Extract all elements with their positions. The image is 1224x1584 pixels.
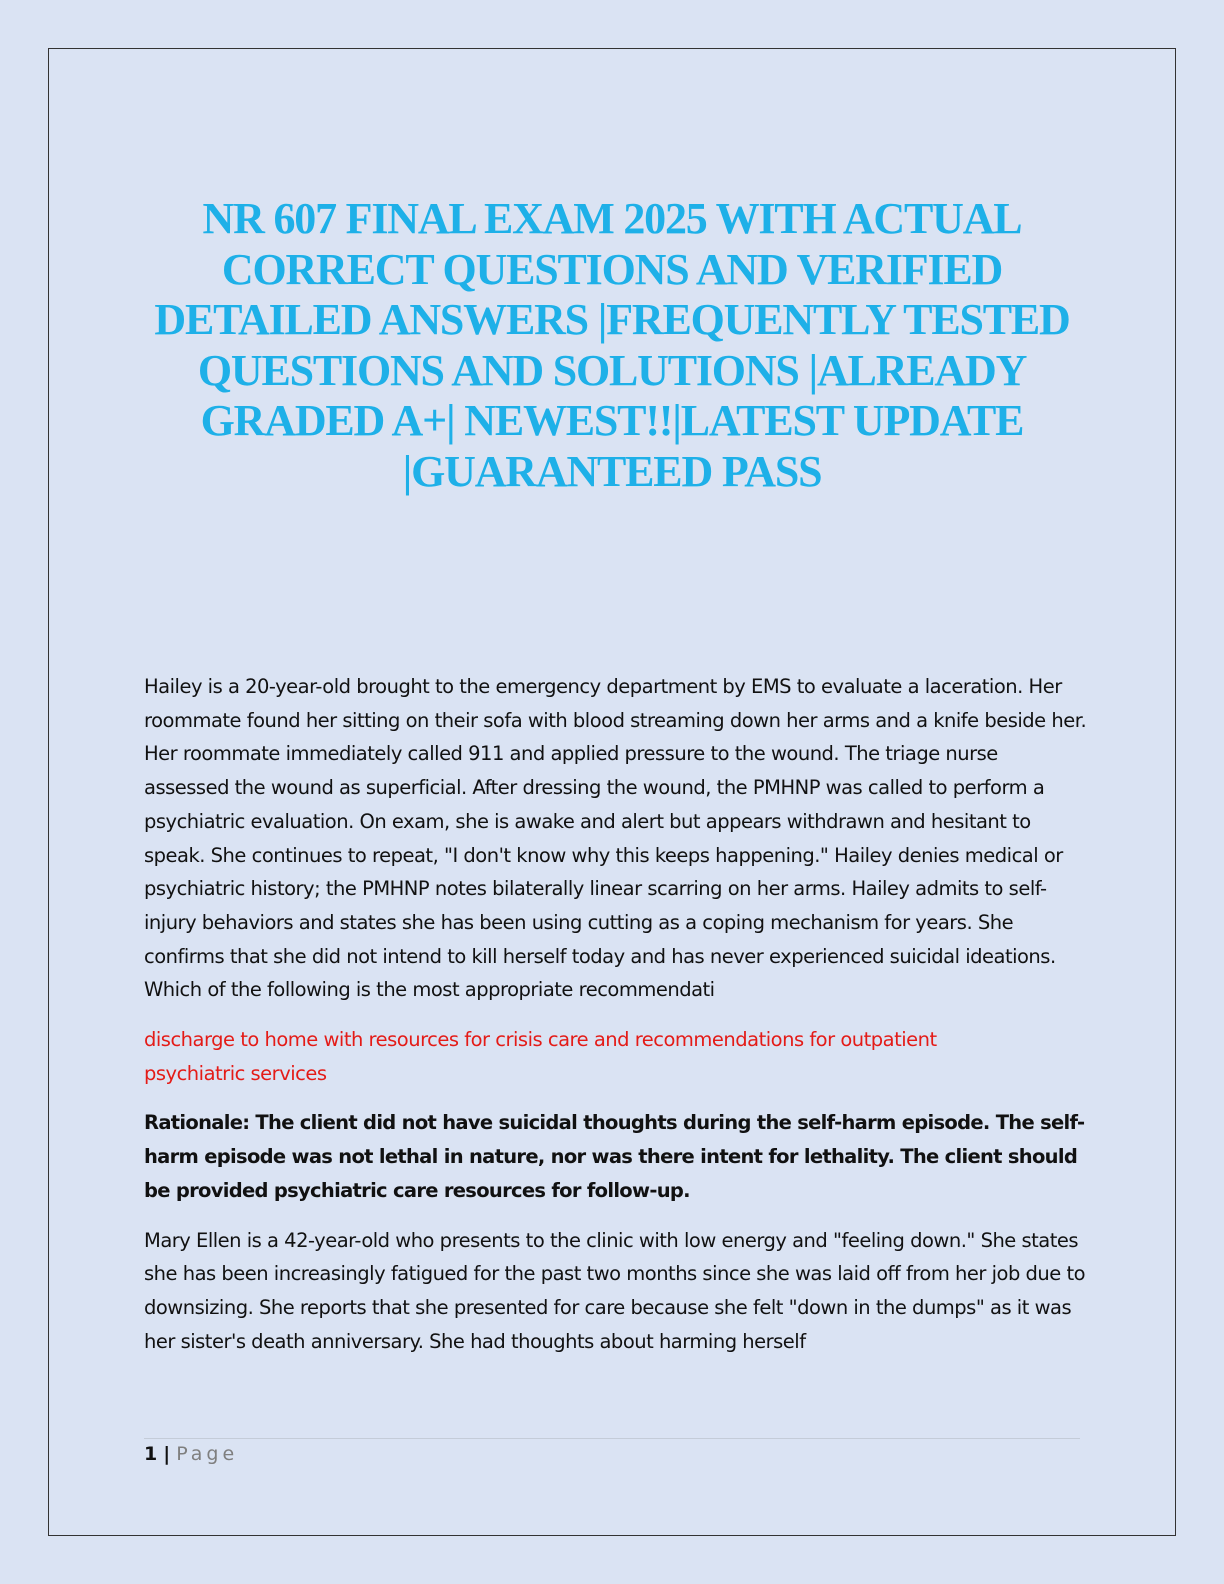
question-1-text: Hailey is a 20-year-old brought to the emergency department by EMS to evaluate a laceration. Her roommate found her sitting on their sofa with blood streaming down her arms and a knife beside her. Her roommate immediately called 911 and applied pressure to the wound. The triage nurse assessed the wound as superficial. After dressing the wound, the PMHNP was called to perform a psychiatric evaluation. On exam, she is awake and alert but appears withdrawn and hesitant to speak. She continues to repeat, "I don't know why this keeps happening." Hailey denies medical or psychiatric history; the PMHNP notes bilaterally linear scarring on her arms. Hailey admits to self-injury behaviors and states she has been using cutting as a coping mechanism for years. She confirms that she did not intend to kill herself today and has never experienced suicidal ideations. Which of the following is the most appropriate recommendati	[144, 675, 1087, 1002]
document-body	[144, 670, 1088, 1358]
answer-1-text: discharge to home with resources for crisis care and recommendations for outpatient psychiatric services	[144, 1028, 937, 1085]
question-2-text: Mary Ellen is a 42-year-old who presents to the clinic with low energy and "feeling down." She states she has been increasingly fatigued for the past two months since she was laid off from her job due to downsizing. She reports that she presented for care because she felt "down in the dumps" as it was her sister's death anniversary. She had thoughts about harming herself	[144, 1228, 1086, 1353]
page-separator: |	[163, 1443, 171, 1465]
footer-divider	[144, 1438, 1080, 1439]
page-footer	[144, 1442, 238, 1466]
rationale-1-text: Rationale: The client did not have suicidal thoughts during the self-harm episode. The self-harm episode was not lethal in nature, nor was there intent for lethality. The client should be provided psychiatric care resources for follow-up.	[144, 1111, 1085, 1202]
page-label: Page	[176, 1443, 239, 1465]
document-title: NR 607 FINAL EXAM 2025 WITH ACTUAL CORRECT QUESTIONS AND VERIFIED DETAILED ANSWERS |FREQUENTLY TESTED QUESTIONS AND SOLUTIONS |ALREADY GRADED A+| NEWEST!!|LATEST UPDATE |GUARANTEED PASS	[154, 194, 1070, 496]
page-number: 1	[144, 1443, 158, 1465]
